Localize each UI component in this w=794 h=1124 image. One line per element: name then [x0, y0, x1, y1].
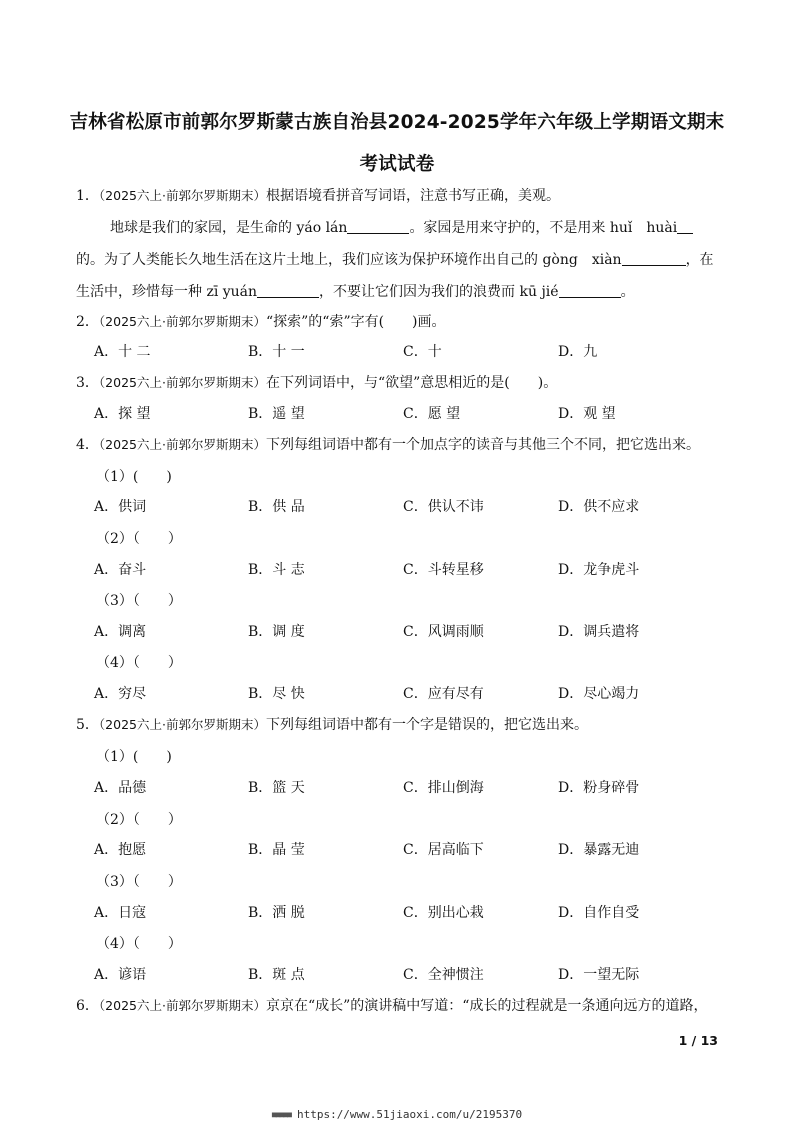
q4-sub2-option-d[interactable]: D．龙争虎斗	[558, 562, 640, 578]
question-1-paragraph-line2: 的。为了人类能长久地生活在这片土地上，我们应该为保护环境作出自己的 gòng xiàn ，在	[76, 252, 714, 268]
footer-watermark	[0, 1108, 794, 1121]
q5-sub1-option-a[interactable]: A．品德	[94, 780, 147, 796]
q5-sub4-option-c[interactable]: C．全神惯注	[403, 967, 484, 983]
answer-blank[interactable]	[677, 219, 693, 234]
question-4-stem: 4．（2025六上·前郭尔罗斯期末）下列每组词语中都有一个加点字的读音与其他三个不同，把它选出来。	[76, 437, 700, 453]
footer-logo-mark: ■■■■■	[271, 1110, 291, 1119]
question-2-stem: 2．（2025六上·前郭尔罗斯期末）“探索”的“索”字有( )画。	[76, 314, 446, 330]
q5-sub4-option-d[interactable]: D．一望无际	[558, 967, 640, 983]
answer-blank[interactable]	[559, 283, 621, 298]
q2-option-c[interactable]: C．十	[403, 344, 442, 360]
q5-sub2-option-c[interactable]: C．居高临下	[403, 842, 484, 858]
q4-sub4-option-d[interactable]: D．尽心竭力	[558, 686, 640, 702]
question-1-paragraph-line3: 生活中，珍惜每一种 zī yuán ，不要让它们因为我们的浪费而 kū jié 。	[76, 284, 635, 300]
q5-sub3-option-d[interactable]: D．自作自受	[558, 905, 640, 921]
q5-sub3-label: （3）（ ）	[96, 874, 182, 890]
q3-option-c[interactable]: C．愿 望	[403, 406, 461, 422]
q3-option-a[interactable]: A．探 望	[94, 406, 151, 422]
q4-sub2-option-b[interactable]: B．斗 志	[248, 562, 305, 578]
q4-sub1-option-b[interactable]: B．供 品	[248, 499, 305, 515]
answer-blank[interactable]	[257, 283, 319, 298]
q4-sub4-label: （4）（ ）	[96, 655, 182, 671]
q4-sub3-option-c[interactable]: C．风调雨顺	[403, 624, 484, 640]
q4-sub1-option-c[interactable]: C．供认不讳	[403, 499, 484, 515]
page-number: 1 / 13	[678, 1033, 718, 1048]
q4-sub4-option-b[interactable]: B．尽 快	[248, 686, 305, 702]
q5-sub2-option-d[interactable]: D．暴露无迪	[558, 842, 640, 858]
q2-option-b[interactable]: B．十 一	[248, 344, 305, 360]
q5-sub1-option-c[interactable]: C．排山倒海	[403, 780, 484, 796]
q5-sub1-label: （1）( )	[96, 749, 172, 765]
q4-sub2-label: （2）（ ）	[96, 531, 182, 547]
q5-sub2-option-a[interactable]: A．抱愿	[94, 842, 147, 858]
q5-sub1-option-d[interactable]: D．粉身碎骨	[558, 780, 640, 796]
q3-option-b[interactable]: B．遥 望	[248, 406, 305, 422]
q5-sub3-option-a[interactable]: A．日寇	[94, 905, 147, 921]
question-1-paragraph-line1: 地球是我们的家园，是生命的 yáo lán 。家园是用来守护的，不是用来 huǐ huài	[110, 218, 693, 238]
question-6-stem: 6．（2025六上·前郭尔罗斯期末）京京在“成长”的演讲稿中写道：“成长的过程就是一条通向远方的道路，	[76, 998, 708, 1014]
q5-sub1-option-b[interactable]: B．篮 天	[248, 780, 305, 796]
q5-sub2-label: （2）（ ）	[96, 812, 182, 828]
q5-sub2-option-b[interactable]: B．晶 莹	[248, 842, 305, 858]
answer-blank[interactable]	[347, 219, 409, 234]
question-5-stem: 5．（2025六上·前郭尔罗斯期末）下列每组词语中都有一个字是错误的，把它选出来。	[76, 717, 588, 733]
q4-sub1-option-d[interactable]: D．供不应求	[558, 499, 640, 515]
q3-option-d[interactable]: D．观 望	[558, 406, 616, 422]
q4-sub3-option-a[interactable]: A．调离	[94, 624, 147, 640]
q4-sub2-option-c[interactable]: C．斗转星移	[403, 562, 484, 578]
exam-title-line2: 考试试卷	[359, 154, 435, 175]
q5-sub3-option-c[interactable]: C．别出心栽	[403, 905, 484, 921]
q4-sub3-option-d[interactable]: D．调兵遣将	[558, 624, 640, 640]
q4-sub2-option-a[interactable]: A．奋斗	[94, 562, 147, 578]
q2-option-d[interactable]: D．九	[558, 344, 598, 360]
footer-url[interactable]: https://www.51jiaoxi.com/u/2195370	[296, 1108, 523, 1121]
q5-sub4-option-b[interactable]: B．斑 点	[248, 967, 305, 983]
q5-sub3-option-b[interactable]: B．洒 脱	[248, 905, 305, 921]
q4-sub1-option-a[interactable]: A．供词	[94, 499, 147, 515]
q4-sub4-option-c[interactable]: C．应有尽有	[403, 686, 484, 702]
q4-sub4-option-a[interactable]: A．穷尽	[94, 686, 147, 702]
q5-sub4-label: （4）（ ）	[96, 936, 182, 952]
exam-title-line1: 吉林省松原市前郭尔罗斯蒙古族自治县2024-2025学年六年级上学期语文期末	[69, 112, 725, 133]
q2-option-a[interactable]: A．十 二	[94, 344, 151, 360]
q4-sub1-label: （1）( )	[96, 469, 172, 485]
question-3-stem: 3．（2025六上·前郭尔罗斯期末）在下列词语中，与“欲望”意思相近的是( )。	[76, 375, 558, 391]
question-1-stem: 1．（2025六上·前郭尔罗斯期末）根据语境看拼音写词语，注意书写正确，美观。	[76, 188, 560, 204]
answer-blank[interactable]	[622, 251, 686, 266]
q4-sub3-label: （3）（ ）	[96, 593, 182, 609]
q5-sub4-option-a[interactable]: A．谚语	[94, 967, 147, 983]
q4-sub3-option-b[interactable]: B．调 度	[248, 624, 305, 640]
